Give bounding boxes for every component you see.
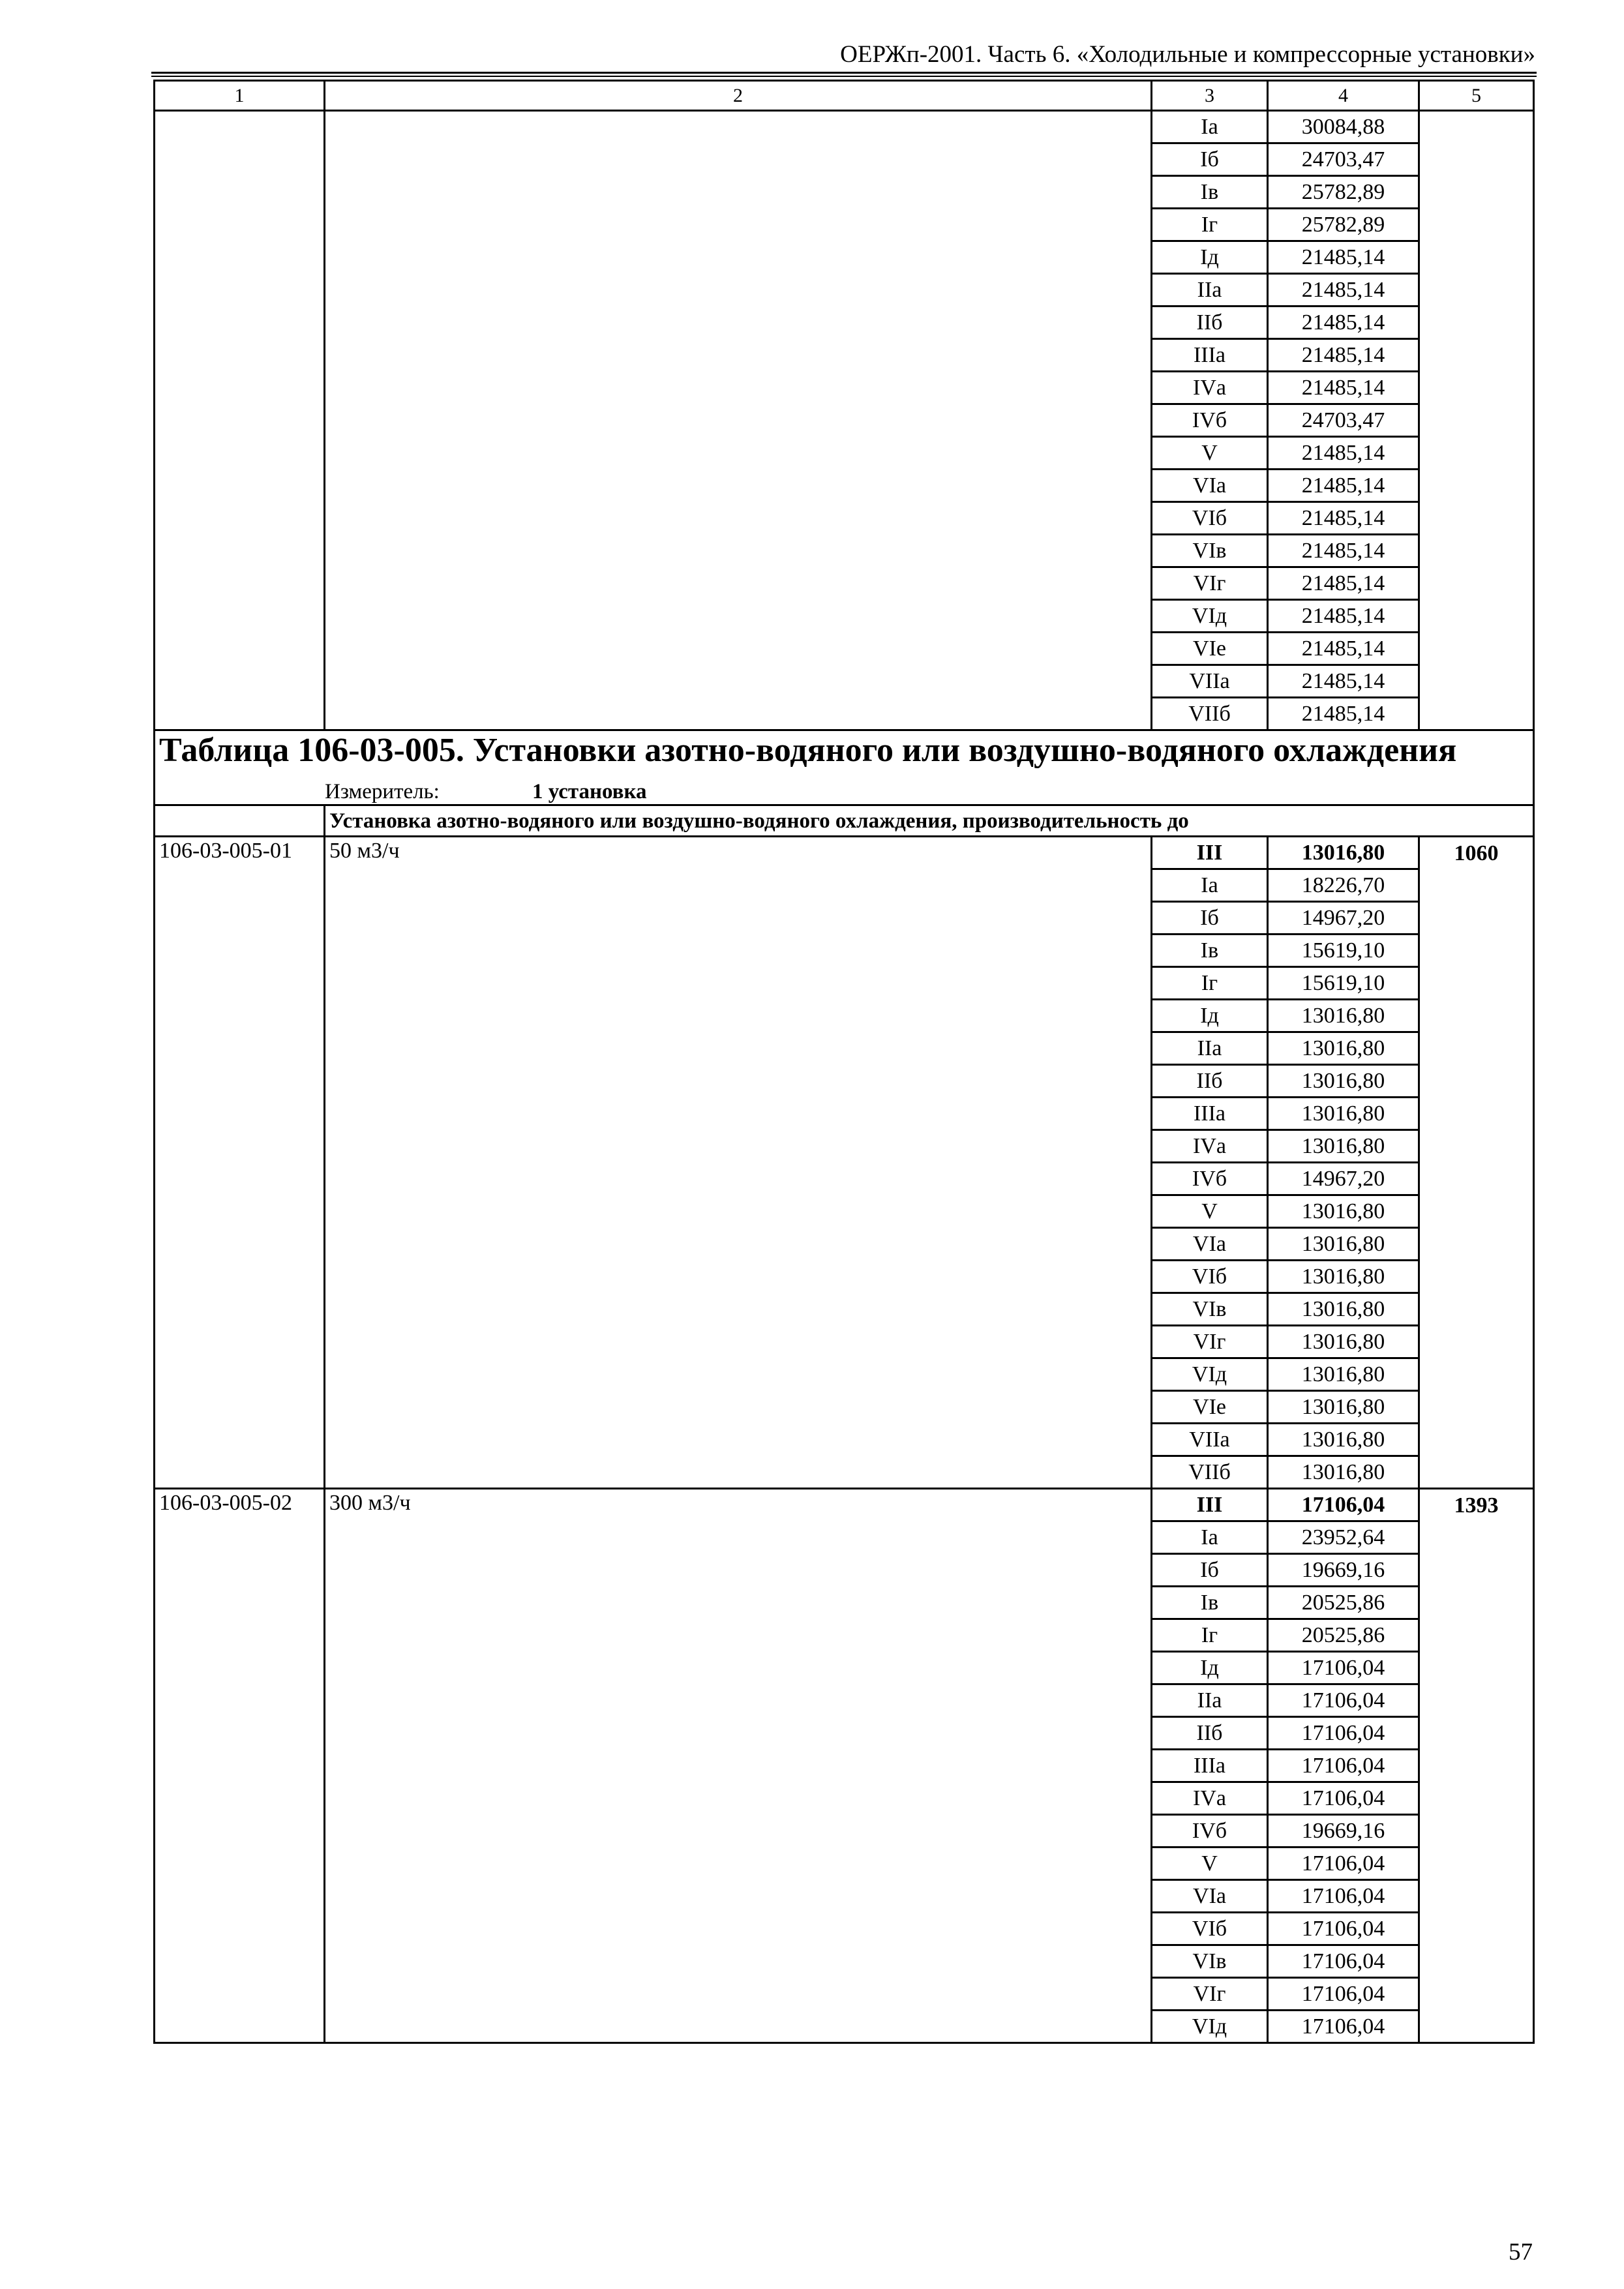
table-row bbox=[155, 111, 1534, 143]
price-cell: 21485,14 bbox=[1268, 470, 1419, 502]
table-row bbox=[155, 837, 1534, 869]
zone-cell: IVб bbox=[1152, 1163, 1268, 1195]
price-cell: 17106,04 bbox=[1268, 2011, 1419, 2043]
item-code: 106-03-005-02 bbox=[155, 1489, 325, 2043]
price-cell: 13016,80 bbox=[1268, 1032, 1419, 1065]
price-cell: 17106,04 bbox=[1268, 1750, 1419, 1782]
zone-cell: V bbox=[1152, 437, 1268, 470]
price-cell: 14967,20 bbox=[1268, 1163, 1419, 1195]
price-cell: 15619,10 bbox=[1268, 967, 1419, 1000]
zone-cell: VIв bbox=[1152, 535, 1268, 567]
zone-cell: IIа bbox=[1152, 1032, 1268, 1065]
header-rule bbox=[151, 72, 1537, 74]
section-code-cell bbox=[155, 805, 325, 837]
description-cell bbox=[325, 111, 1152, 730]
price-cell: 17106,04 bbox=[1268, 1489, 1419, 1521]
column-number: 5 bbox=[1419, 81, 1534, 111]
zone-cell: III bbox=[1152, 1489, 1268, 1521]
measure-label: Измеритель: bbox=[325, 780, 440, 803]
table-title-row bbox=[155, 730, 1534, 780]
rates-table bbox=[153, 80, 1535, 2044]
price-cell: 21485,14 bbox=[1268, 502, 1419, 535]
column-number: 4 bbox=[1268, 81, 1419, 111]
zone-cell: IIIа bbox=[1152, 339, 1268, 372]
price-cell: 18226,70 bbox=[1268, 869, 1419, 902]
zone-cell: Iв bbox=[1152, 935, 1268, 967]
item-description: 300 м3/ч bbox=[325, 1489, 1152, 2043]
zone-cell: Iд bbox=[1152, 1652, 1268, 1684]
zone-cell: Iб bbox=[1152, 143, 1268, 176]
price-cell: 13016,80 bbox=[1268, 1065, 1419, 1098]
zone-cell: IVб bbox=[1152, 404, 1268, 437]
column-number: 1 bbox=[155, 81, 325, 111]
zone-cell: IIIа bbox=[1152, 1098, 1268, 1130]
price-cell: 13016,80 bbox=[1268, 1261, 1419, 1293]
price-cell: 13016,80 bbox=[1268, 1456, 1419, 1489]
item-norm: 1393 bbox=[1419, 1489, 1534, 2043]
zone-cell: Iа bbox=[1152, 1521, 1268, 1554]
zone-cell: VIд bbox=[1152, 2011, 1268, 2043]
page-header-title: ОЕРЖп-2001. Часть 6. «Холодильные и компрессорные установки» bbox=[840, 41, 1535, 68]
zone-cell: Iг bbox=[1152, 1619, 1268, 1652]
price-cell: 19669,16 bbox=[1268, 1554, 1419, 1587]
zone-cell: Iб bbox=[1152, 1554, 1268, 1587]
price-cell: 25782,89 bbox=[1268, 209, 1419, 241]
price-cell: 25782,89 bbox=[1268, 176, 1419, 209]
zone-cell: VIг bbox=[1152, 1326, 1268, 1358]
price-cell: 17106,04 bbox=[1268, 1782, 1419, 1815]
section-heading-row bbox=[155, 805, 1534, 837]
zone-cell: IIб bbox=[1152, 1717, 1268, 1750]
zone-cell: VIв bbox=[1152, 1945, 1268, 1978]
zone-cell: IIIа bbox=[1152, 1750, 1268, 1782]
zone-cell: Iа bbox=[1152, 111, 1268, 143]
zone-cell: IVа bbox=[1152, 372, 1268, 404]
price-cell: 13016,80 bbox=[1268, 1098, 1419, 1130]
column-number: 3 bbox=[1152, 81, 1268, 111]
price-cell: 14967,20 bbox=[1268, 902, 1419, 935]
price-cell: 13016,80 bbox=[1268, 1130, 1419, 1163]
price-cell: 17106,04 bbox=[1268, 1978, 1419, 2011]
zone-cell: IIб bbox=[1152, 1065, 1268, 1098]
zone-cell: Iд bbox=[1152, 241, 1268, 274]
zone-cell: Iв bbox=[1152, 1587, 1268, 1619]
price-cell: 15619,10 bbox=[1268, 935, 1419, 967]
price-cell: 20525,86 bbox=[1268, 1587, 1419, 1619]
price-cell: 17106,04 bbox=[1268, 1717, 1419, 1750]
zone-cell: IVа bbox=[1152, 1782, 1268, 1815]
zone-cell: V bbox=[1152, 1848, 1268, 1880]
zone-cell: VIд bbox=[1152, 600, 1268, 633]
price-cell: 13016,80 bbox=[1268, 1000, 1419, 1032]
zone-cell: VIIб bbox=[1152, 698, 1268, 730]
measure-value: 1 установка bbox=[532, 780, 647, 803]
zone-cell: VIв bbox=[1152, 1293, 1268, 1326]
zone-cell: VIд bbox=[1152, 1358, 1268, 1391]
price-cell: 30084,88 bbox=[1268, 111, 1419, 143]
norm-cell bbox=[1419, 111, 1534, 730]
zone-cell: VIг bbox=[1152, 567, 1268, 600]
table-row bbox=[155, 1489, 1534, 1521]
price-cell: 21485,14 bbox=[1268, 307, 1419, 339]
zone-cell: VIIа bbox=[1152, 665, 1268, 698]
price-cell: 17106,04 bbox=[1268, 1880, 1419, 1913]
zone-cell: Iа bbox=[1152, 869, 1268, 902]
price-cell: 21485,14 bbox=[1268, 698, 1419, 730]
zone-cell: IIа bbox=[1152, 1684, 1268, 1717]
price-cell: 23952,64 bbox=[1268, 1521, 1419, 1554]
zone-cell: VIе bbox=[1152, 1391, 1268, 1424]
price-cell: 13016,80 bbox=[1268, 1358, 1419, 1391]
code-cell bbox=[155, 111, 325, 730]
measure-row bbox=[155, 779, 1534, 805]
zone-cell: Iг bbox=[1152, 967, 1268, 1000]
zone-cell: Iб bbox=[1152, 902, 1268, 935]
zone-cell: Iг bbox=[1152, 209, 1268, 241]
measure-cell bbox=[155, 779, 1534, 805]
price-cell: 21485,14 bbox=[1268, 567, 1419, 600]
column-number-row bbox=[155, 81, 1534, 111]
header-rule bbox=[151, 76, 1537, 77]
price-cell: 13016,80 bbox=[1268, 1391, 1419, 1424]
zone-cell: IIа bbox=[1152, 274, 1268, 307]
price-cell: 19669,16 bbox=[1268, 1815, 1419, 1848]
price-cell: 20525,86 bbox=[1268, 1619, 1419, 1652]
price-cell: 24703,47 bbox=[1268, 143, 1419, 176]
zone-cell: VIб bbox=[1152, 1913, 1268, 1945]
section-heading: Установка азотно-водяного или воздушно-водяного охлаждения, производительность до bbox=[329, 809, 1189, 833]
zone-cell: Iв bbox=[1152, 176, 1268, 209]
zone-cell: III bbox=[1152, 837, 1268, 869]
zone-cell: VIа bbox=[1152, 470, 1268, 502]
zone-cell: VIе bbox=[1152, 633, 1268, 665]
table-title: Таблица 106-03-005. Установки азотно-водяного или воздушно-водяного охлаждения bbox=[159, 732, 1457, 769]
price-cell: 21485,14 bbox=[1268, 633, 1419, 665]
price-cell: 21485,14 bbox=[1268, 600, 1419, 633]
zone-cell: V bbox=[1152, 1195, 1268, 1228]
price-cell: 13016,80 bbox=[1268, 1228, 1419, 1261]
price-cell: 21485,14 bbox=[1268, 535, 1419, 567]
zone-cell: VIа bbox=[1152, 1228, 1268, 1261]
zone-cell: IVа bbox=[1152, 1130, 1268, 1163]
price-cell: 21485,14 bbox=[1268, 241, 1419, 274]
zone-cell: VIIа bbox=[1152, 1424, 1268, 1456]
price-cell: 13016,80 bbox=[1268, 1326, 1419, 1358]
price-cell: 21485,14 bbox=[1268, 372, 1419, 404]
price-cell: 17106,04 bbox=[1268, 1684, 1419, 1717]
price-cell: 13016,80 bbox=[1268, 1293, 1419, 1326]
item-norm: 1060 bbox=[1419, 837, 1534, 1489]
price-cell: 13016,80 bbox=[1268, 837, 1419, 869]
price-cell: 21485,14 bbox=[1268, 274, 1419, 307]
price-cell: 24703,47 bbox=[1268, 404, 1419, 437]
price-cell: 13016,80 bbox=[1268, 1424, 1419, 1456]
zone-cell: VIб bbox=[1152, 502, 1268, 535]
price-cell: 21485,14 bbox=[1268, 665, 1419, 698]
price-cell: 21485,14 bbox=[1268, 437, 1419, 470]
price-cell: 17106,04 bbox=[1268, 1913, 1419, 1945]
item-description: 50 м3/ч bbox=[325, 837, 1152, 1489]
zone-cell: VIг bbox=[1152, 1978, 1268, 2011]
zone-cell: VIб bbox=[1152, 1261, 1268, 1293]
column-number: 2 bbox=[325, 81, 1152, 111]
zone-cell: Iд bbox=[1152, 1000, 1268, 1032]
price-cell: 17106,04 bbox=[1268, 1945, 1419, 1978]
price-cell: 13016,80 bbox=[1268, 1195, 1419, 1228]
table-title-cell bbox=[155, 730, 1534, 780]
price-cell: 17106,04 bbox=[1268, 1652, 1419, 1684]
price-cell: 21485,14 bbox=[1268, 339, 1419, 372]
zone-cell: IIб bbox=[1152, 307, 1268, 339]
zone-cell: VIIб bbox=[1152, 1456, 1268, 1489]
page-number: 57 bbox=[1509, 2239, 1533, 2266]
item-code: 106-03-005-01 bbox=[155, 837, 325, 1489]
section-heading-cell bbox=[325, 805, 1534, 837]
zone-cell: VIа bbox=[1152, 1880, 1268, 1913]
zone-cell: IVб bbox=[1152, 1815, 1268, 1848]
price-cell: 17106,04 bbox=[1268, 1848, 1419, 1880]
